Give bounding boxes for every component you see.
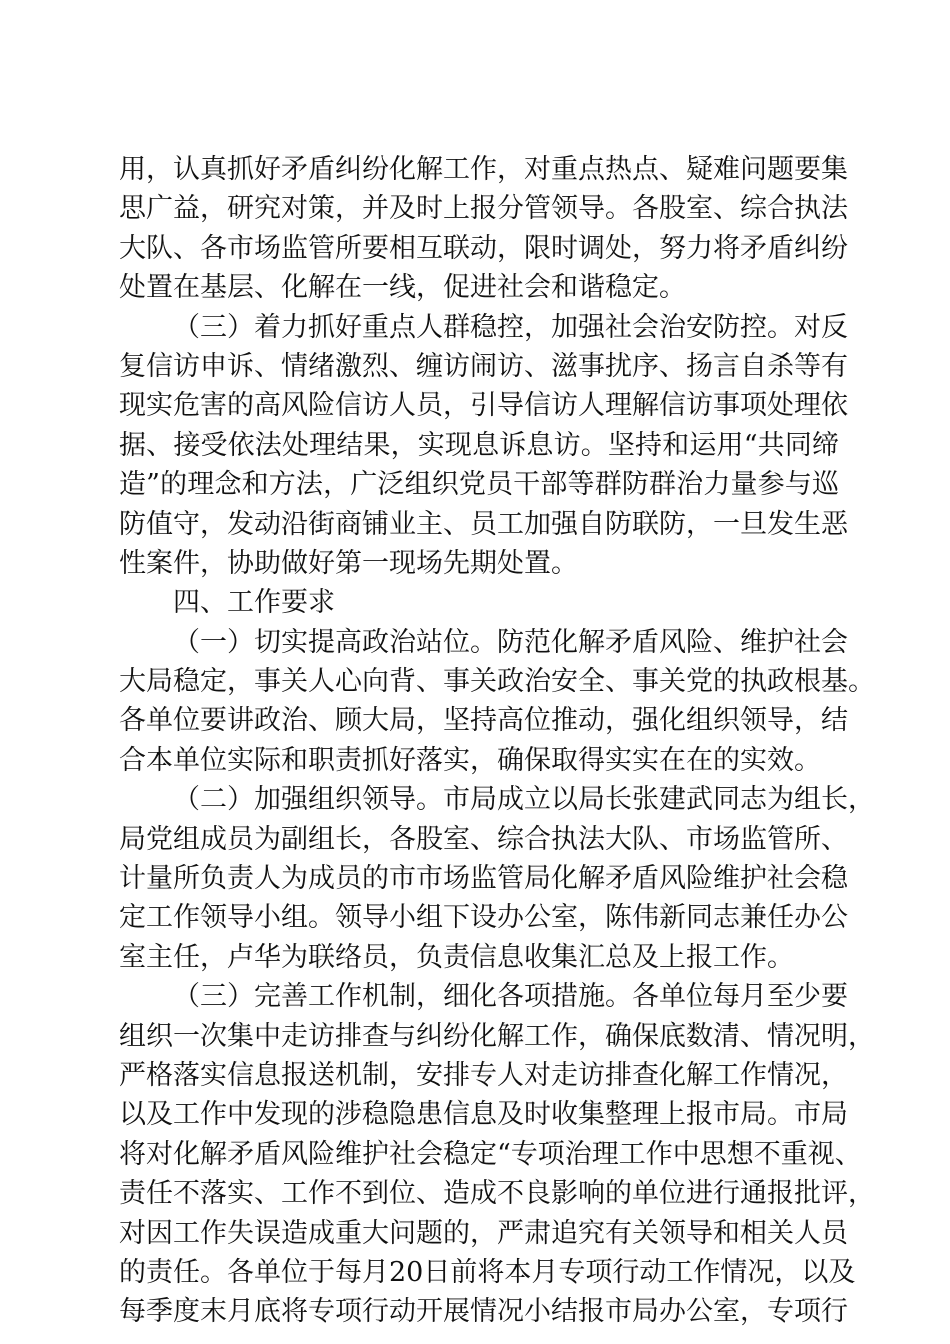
body-line: 定工作领导小组。领导小组下设办公室，陈伟新同志兼任办公	[119, 902, 848, 934]
body-line: 造”的理念和方法，广泛组织党员干部等群防群治力量参与巡	[119, 469, 839, 501]
body-line: 室主任，卢华为联络员，负责信息收集汇总及上报工作。	[119, 941, 794, 973]
section-heading: 四、工作要求	[173, 587, 335, 619]
paragraph-first-line: （三）着力抓好重点人群稳控，加强社会治安防控。对反	[173, 311, 848, 343]
body-line: 防值守，发动沿街商铺业主、员工加强自防联防，一旦发生恶	[119, 508, 848, 540]
paragraph-lead: （三）完善工作机制，细化各项措施。	[173, 981, 632, 1013]
body-line: 责任不落实、工作不到位、造成不良影响的单位进行通报批评，	[119, 1178, 875, 1210]
body-line: 将对化解矛盾风险维护社会稳定“专项治理工作中思想不重视、	[119, 1138, 862, 1170]
body-line: 严格落实信息报送机制，安排专人对走访排查化解工作情况，	[119, 1059, 848, 1091]
document-body	[119, 150, 875, 1332]
paragraph-lead: （一）切实提高政治站位。	[173, 626, 497, 658]
body-line: 处置在基层、化解在一线，促进社会和谐稳定。	[119, 272, 686, 304]
body-line: 以及工作中发现的涉稳隐患信息及时收集整理上报市局。市局	[119, 1099, 848, 1131]
body-line: 的责任。各单位于每月20日前将本月专项行动工作情况，以及	[119, 1256, 856, 1288]
body-line: 复信访申诉、情绪激烈、缠访闹访、滋事扰序、扬言自杀等有	[119, 350, 848, 382]
body-line: 每季度末月底将专项行动开展情况小结报市局办公室，专项行	[119, 1296, 848, 1328]
body-line: 合本单位实际和职责抓好落实，确保取得实实在在的实效。	[119, 744, 821, 776]
body-line: 大队、各市场监管所要相互联动，限时调处，努力将矛盾纠纷	[119, 232, 848, 264]
body-line: 大局稳定，事关人心向背、事关政治安全、事关党的执政根基。	[119, 666, 875, 698]
body-line: 性案件，协助做好第一现场先期处置。	[119, 547, 578, 579]
body-line: 现实危害的高风险信访人员，引导信访人理解信访事项处理依	[119, 390, 848, 422]
body-line: 计量所负责人为成员的市市场监管局化解矛盾风险维护社会稳	[119, 863, 848, 895]
body-line: 组织一次集中走访排查与纠纷化解工作，确保底数清、情况明，	[119, 1020, 875, 1052]
body-line: 各单位要讲政治、顾大局，坚持高位推动，强化组织领导，结	[119, 705, 848, 737]
body-line: 对因工作失误造成重大问题的，严肃追究有关领导和相关人员	[119, 1217, 848, 1249]
paragraph-first-line: （二）加强组织领导。市局成立以局长张建武同志为组长，	[173, 784, 875, 816]
body-line: 思广益，研究对策，并及时上报分管领导。各股室、综合执法	[119, 193, 848, 225]
paragraph-first-line: （三）完善工作机制，细化各项措施。各单位每月至少要	[173, 981, 848, 1013]
body-line: 用，认真抓好矛盾纠纷化解工作，对重点热点、疑难问题要集	[119, 154, 848, 185]
paragraph-first-line: （一）切实提高政治站位。防范化解矛盾风险、维护社会	[173, 626, 848, 658]
paragraph-lead: （三）着力抓好重点人群稳控，加强社会治安防控。	[173, 311, 794, 343]
body-line: 局党组成员为副组长，各股室、综合执法大队、市场监管所、	[119, 823, 848, 855]
paragraph-lead: （二）加强组织领导。	[173, 784, 443, 816]
body-line: 据、接受依法处理结果，实现息诉息访。坚持和运用“共同缔	[119, 429, 839, 461]
